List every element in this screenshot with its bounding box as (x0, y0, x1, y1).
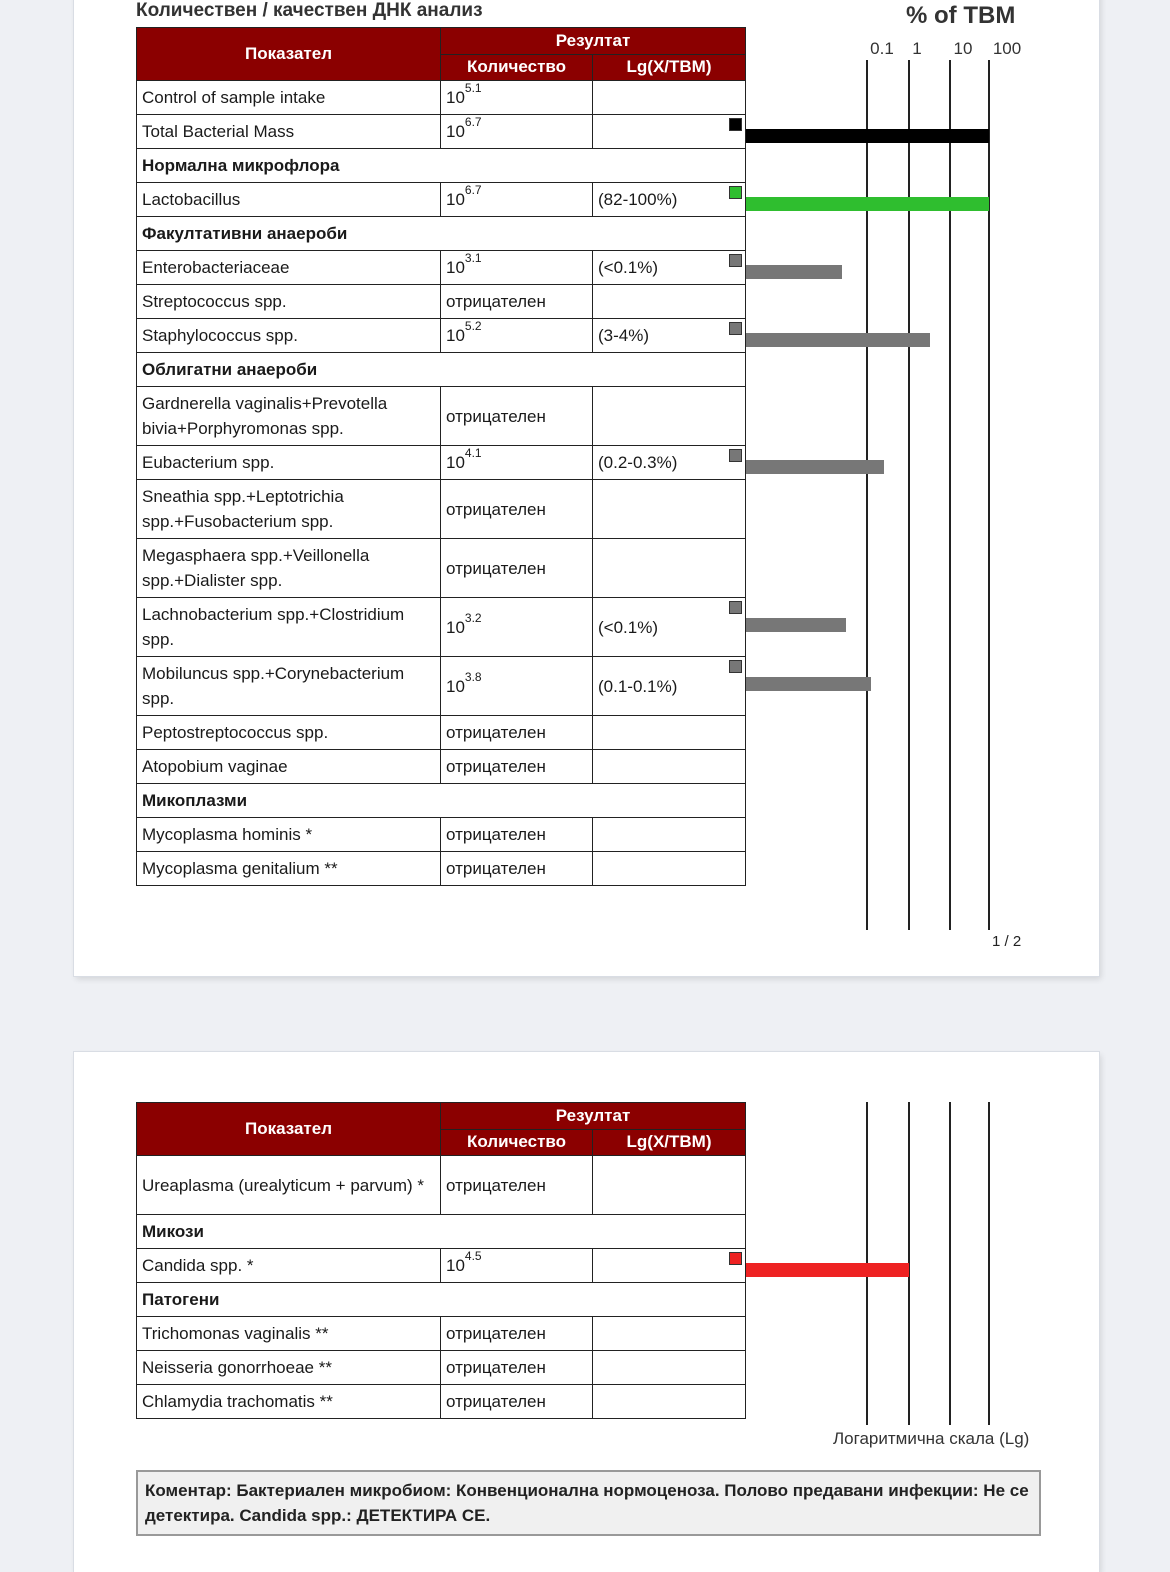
indicator-name: Peptostreptococcus spp. (137, 716, 441, 750)
indicator-name: Candida spp. * (137, 1249, 441, 1283)
indicator-name: Mycoplasma hominis * (137, 818, 441, 852)
table-row (137, 251, 746, 285)
table-row (137, 1156, 746, 1215)
lg-value (593, 480, 746, 539)
negative-result: отрицателен (446, 1175, 546, 1195)
quantity-exponent: 3.2 (464, 610, 482, 625)
table-row (137, 319, 746, 353)
category-row (137, 1283, 746, 1317)
table-row (137, 657, 746, 716)
quantity-value (441, 183, 593, 217)
lg-value (593, 852, 746, 886)
lg-percent: (<0.1%) (598, 617, 658, 637)
table-row (137, 598, 746, 657)
indicator-name: Chlamydia trachomatis ** (137, 1385, 441, 1419)
category-label: Нормална микрофлора (137, 149, 746, 183)
header-indicator: Показател (137, 1103, 441, 1156)
scale-tick-label: 1 (912, 39, 922, 58)
category-label: Патогени (137, 1283, 746, 1317)
lg-value (593, 1249, 746, 1283)
lg-value (593, 183, 746, 217)
indicator-name: Gardnerella vaginalis+Prevotella bivia+Porphyromonas spp. (137, 387, 441, 446)
table-row (137, 446, 746, 480)
color-marker-icon (729, 660, 742, 673)
color-marker-icon (729, 118, 742, 131)
table-row (137, 387, 746, 446)
table-row (137, 1351, 746, 1385)
header-quantity: Количество (441, 54, 593, 81)
table-row (137, 480, 746, 539)
quantity-value (441, 716, 593, 750)
quantity-value (441, 285, 593, 319)
lg-value (593, 1385, 746, 1419)
lg-value (593, 446, 746, 480)
results-table (136, 27, 746, 886)
quantity-value (441, 387, 593, 446)
negative-result: отрицателен (446, 558, 546, 578)
indicator-name: Lachnobacterium spp.+Clostridium spp. (137, 598, 441, 657)
lg-percent: (<0.1%) (598, 258, 658, 277)
quantity-exponent: 6.7 (464, 183, 482, 197)
table-row (137, 285, 746, 319)
table-row (137, 81, 746, 115)
category-label: Микоплазми (137, 784, 746, 818)
color-marker-icon (729, 601, 742, 614)
table-row (137, 183, 746, 217)
lg-value (593, 657, 746, 716)
header-quantity: Количество (441, 1129, 593, 1156)
color-marker-icon (729, 449, 742, 462)
table-row (137, 750, 746, 784)
table-row (137, 1249, 746, 1283)
table-row (137, 716, 746, 750)
comment-box: Коментар: Бактериален микробиом: Конвенционална нормоценоза. Полово предавани инфекции: Не се детектира. Candida spp.: ДЕТЕКТИРА СЕ. (136, 1470, 1041, 1536)
lg-value (593, 319, 746, 353)
quantity-base: 10 (446, 453, 465, 472)
negative-result: отрицателен (446, 292, 546, 311)
scale-tick-label: 0.1 (870, 39, 894, 58)
table-row (137, 115, 746, 149)
quantity-value (441, 251, 593, 285)
results-table (136, 1102, 746, 1419)
lg-percent: (0.2-0.3%) (598, 453, 678, 472)
scale-tick-label: 100 (992, 39, 1022, 58)
quantity-value (441, 1385, 593, 1419)
negative-result: отрицателен (446, 499, 546, 519)
quantity-base: 10 (446, 326, 465, 345)
indicator-name: Atopobium vaginae (137, 750, 441, 784)
category-label: Факултативни анаероби (137, 217, 746, 251)
lg-value (593, 251, 746, 285)
report-title: Количествен / качествен ДНК анализ (136, 0, 483, 21)
abundance-bar (746, 1263, 909, 1277)
scale-gridline (988, 60, 990, 930)
lg-value (593, 387, 746, 446)
quantity-value (441, 446, 593, 480)
quantity-value (441, 115, 593, 149)
abundance-bar (746, 129, 989, 143)
quantity-value (441, 1156, 593, 1215)
quantity-value (441, 480, 593, 539)
quantity-value (441, 818, 593, 852)
abundance-bar (746, 677, 871, 691)
quantity-value (441, 1317, 593, 1351)
color-marker-icon (729, 322, 742, 335)
header-result: Резултат (441, 28, 746, 55)
color-marker-icon (729, 254, 742, 267)
table-row (137, 1317, 746, 1351)
table-row (137, 852, 746, 886)
header-result: Резултат (441, 1103, 746, 1130)
quantity-value (441, 852, 593, 886)
quantity-base: 10 (446, 88, 465, 107)
quantity-exponent: 6.7 (464, 115, 482, 129)
lg-value (593, 750, 746, 784)
table-row (137, 539, 746, 598)
quantity-value (441, 598, 593, 657)
abundance-bar (746, 618, 846, 632)
indicator-name: Lactobacillus (137, 183, 441, 217)
lg-value (593, 1351, 746, 1385)
quantity-exponent: 3.8 (464, 669, 482, 684)
abundance-bar (746, 197, 989, 211)
quantity-exponent: 4.1 (464, 446, 482, 460)
scale-gridline (949, 1102, 951, 1425)
header-indicator: Показател (137, 28, 441, 81)
negative-result: отрицателен (446, 757, 546, 776)
quantity-value (441, 750, 593, 784)
abundance-bar (746, 460, 884, 474)
quantity-value (441, 657, 593, 716)
color-marker-icon (729, 186, 742, 199)
negative-result: отрицателен (446, 859, 546, 878)
tbm-title: % of TBM (906, 2, 1016, 29)
lg-value (593, 716, 746, 750)
negative-result: отрицателен (446, 723, 546, 742)
category-label: Микози (137, 1215, 746, 1249)
scale-gridline (949, 60, 951, 930)
indicator-name: Mobiluncus spp.+Corynebacterium spp. (137, 657, 441, 716)
category-row (137, 149, 746, 183)
negative-result: отрицателен (446, 825, 546, 844)
quantity-base: 10 (446, 190, 465, 209)
quantity-value (441, 81, 593, 115)
negative-result: отрицателен (446, 1324, 546, 1343)
quantity-exponent: 4.5 (464, 1249, 482, 1263)
table-row (137, 1385, 746, 1419)
color-marker-icon (729, 1252, 742, 1265)
quantity-value (441, 539, 593, 598)
negative-result: отрицателен (446, 406, 546, 426)
indicator-name: Neisseria gonorrhoeae ** (137, 1351, 441, 1385)
page-number: 1 / 2 (992, 933, 1022, 950)
lg-value (593, 1317, 746, 1351)
negative-result: отрицателен (446, 1358, 546, 1377)
report-page-2 (74, 1052, 1099, 1572)
quantity-exponent: 5.1 (464, 81, 482, 95)
scale-gridline (988, 1102, 990, 1425)
quantity-value (441, 1351, 593, 1385)
indicator-name: Control of sample intake (137, 81, 441, 115)
quantity-base: 10 (446, 1256, 465, 1275)
indicator-name: Staphylococcus spp. (137, 319, 441, 353)
category-row (137, 784, 746, 818)
indicator-name: Enterobacteriaceae (137, 251, 441, 285)
quantity-exponent: 5.2 (464, 319, 482, 333)
lg-percent: (3-4%) (598, 326, 650, 345)
lg-percent: (0.1-0.1%) (598, 676, 678, 696)
lg-value (593, 285, 746, 319)
category-label: Облигатни анаероби (137, 353, 746, 387)
scale-gridline (908, 60, 910, 930)
lg-value (593, 81, 746, 115)
lg-value (593, 115, 746, 149)
abundance-bar (746, 333, 930, 347)
indicator-name: Total Bacterial Mass (137, 115, 441, 149)
quantity-value (441, 319, 593, 353)
indicator-name: Trichomonas vaginalis ** (137, 1317, 441, 1351)
quantity-value (441, 1249, 593, 1283)
table-row (137, 818, 746, 852)
lg-percent: (82-100%) (598, 190, 678, 209)
quantity-base: 10 (446, 122, 465, 141)
indicator-name: Ureaplasma (urealyticum + parvum) * (137, 1156, 441, 1215)
quantity-exponent: 3.1 (464, 251, 482, 265)
quantity-base: 10 (446, 617, 465, 637)
lg-value (593, 818, 746, 852)
quantity-base: 10 (446, 676, 465, 696)
lg-value (593, 598, 746, 657)
header-lg: Lg(X/TBM) (593, 1129, 746, 1156)
quantity-base: 10 (446, 258, 465, 277)
lg-value (593, 1156, 746, 1215)
indicator-name: Sneathia spp.+Leptotrichia spp.+Fusobacterium spp. (137, 480, 441, 539)
scale-tick-label: 10 (953, 39, 973, 58)
scale-gridline (866, 60, 868, 930)
lg-value (593, 539, 746, 598)
indicator-name: Streptococcus spp. (137, 285, 441, 319)
scale-label: Логаритмична скала (Lg) (833, 1429, 1030, 1448)
report-page-1 (74, 0, 1099, 976)
indicator-name: Mycoplasma genitalium ** (137, 852, 441, 886)
indicator-name: Eubacterium spp. (137, 446, 441, 480)
negative-result: отрицателен (446, 1392, 546, 1411)
category-row (137, 217, 746, 251)
category-row (137, 353, 746, 387)
header-lg: Lg(X/TBM) (593, 54, 746, 81)
category-row (137, 1215, 746, 1249)
abundance-bar (746, 265, 842, 279)
indicator-name: Megasphaera spp.+Veillonella spp.+Dialister spp. (137, 539, 441, 598)
